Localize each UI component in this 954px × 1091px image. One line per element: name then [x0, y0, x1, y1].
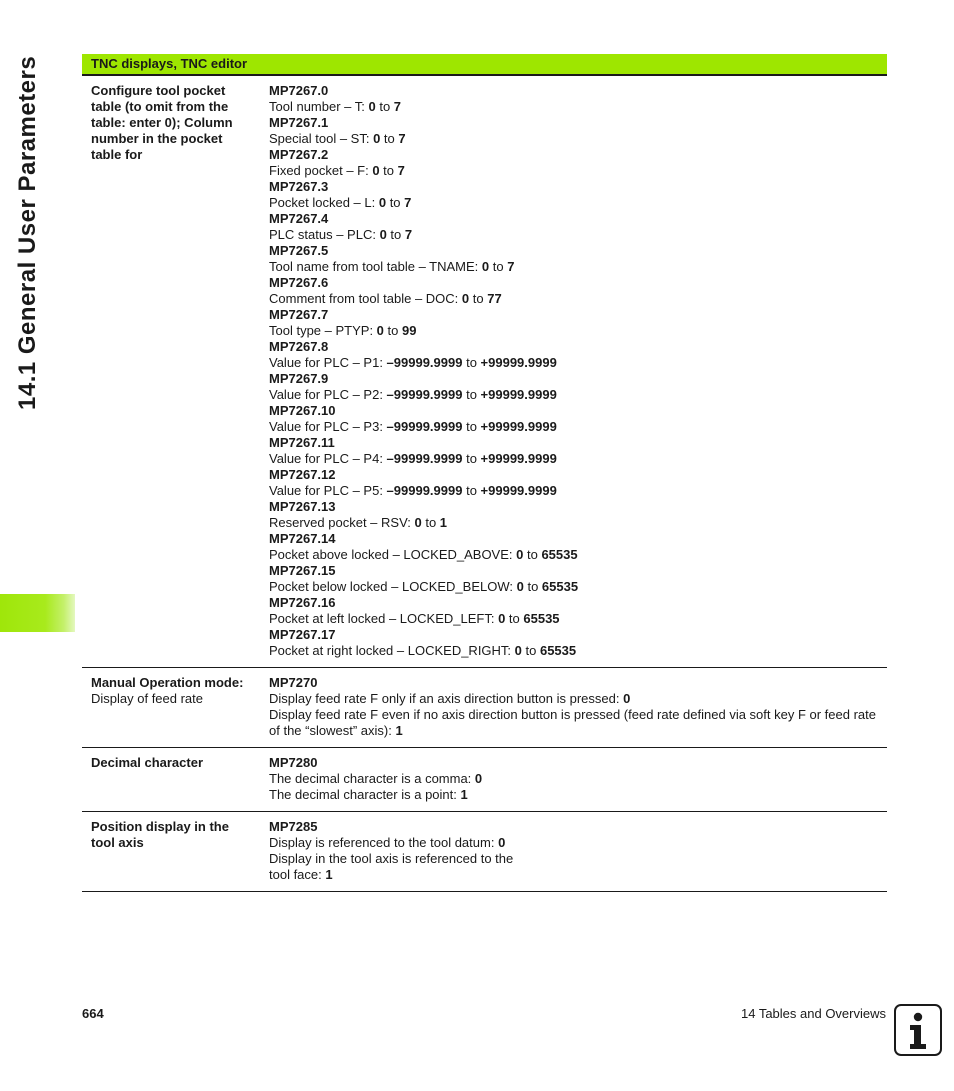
parameter-description: Tool number – T:: [269, 99, 369, 114]
machine-parameter-id: MP7267.17: [269, 627, 336, 642]
range-to-value: 1: [439, 515, 448, 530]
option-value: 0: [498, 835, 506, 850]
option-value: 0: [623, 691, 631, 706]
machine-parameter-id: MP7267.8: [269, 339, 329, 354]
machine-parameter-id: MP7267.5: [269, 243, 329, 258]
range-from-value: 0: [373, 131, 381, 146]
option-value: 1: [460, 787, 468, 802]
machine-parameter-id: MP7267.1: [269, 115, 329, 130]
range-from-value: –99999.9999: [386, 355, 463, 370]
parameter-description: PLC status – PLC:: [269, 227, 380, 242]
range-from-value: 0: [461, 291, 470, 306]
range-separator: to: [379, 163, 398, 178]
machine-parameter-id: MP7267.4: [269, 211, 329, 226]
range-from-value: –99999.9999: [386, 387, 463, 402]
range-from-value: 0: [379, 227, 387, 242]
range-to-value: 65535: [541, 579, 579, 594]
parameter-range-line: [269, 387, 881, 403]
range-to-value: 7: [393, 99, 402, 114]
parameter-description: Pocket above locked – LOCKED_ABOVE:: [269, 547, 517, 562]
machine-parameter-id: MP7267.14: [269, 531, 336, 546]
option-line: [269, 787, 881, 803]
range-from-value: 0: [516, 579, 524, 594]
range-separator: to: [462, 483, 481, 498]
range-from-value: 0: [414, 515, 422, 530]
option-text: Display feed rate F even if no axis direction button is pressed (feed rate defined via soft key F or feed rate of the “slowest” axis):: [269, 707, 876, 738]
parameter-range-line: [269, 643, 881, 659]
row-label-rest: Display of feed rate: [91, 691, 204, 706]
parameter-description: Value for PLC – P1:: [269, 355, 387, 370]
range-separator: to: [462, 355, 481, 370]
range-to-value: +99999.9999: [480, 451, 557, 466]
machine-parameter-id: MP7267.6: [269, 275, 329, 290]
parameter-range-line: [269, 547, 881, 563]
range-separator: to: [523, 547, 542, 562]
option-line: [269, 771, 881, 787]
parameter-range-line: [269, 163, 881, 179]
parameter-description: Pocket locked – L:: [269, 195, 379, 210]
range-separator: to: [521, 643, 540, 658]
range-separator: to: [421, 515, 440, 530]
range-to-value: 65535: [539, 643, 577, 658]
machine-parameter-id: MP7270: [269, 675, 318, 690]
parameter-range-line: [269, 99, 881, 115]
option-text: Display feed rate F only if an axis direction button is pressed:: [269, 691, 624, 706]
range-to-value: 7: [404, 195, 412, 210]
parameter-range-line: [269, 419, 881, 435]
info-icon[interactable]: [894, 1004, 942, 1056]
parameter-range-line: [269, 611, 881, 627]
range-from-value: 0: [514, 643, 522, 658]
chapter-footer: 14 Tables and Overviews: [740, 1006, 886, 1021]
row-body: [269, 83, 887, 659]
parameter-description: Tool name from tool table – TNAME:: [269, 259, 482, 274]
range-to-value: +99999.9999: [480, 387, 557, 402]
option-text: The decimal character is a comma:: [269, 771, 475, 786]
range-from-value: 0: [368, 99, 376, 114]
parameter-range-line: [269, 515, 881, 531]
range-to-value: 65535: [523, 611, 560, 626]
row-label: [82, 675, 269, 739]
parameter-range-line: [269, 227, 881, 243]
range-separator: to: [462, 387, 481, 402]
parameter-range-line: [269, 355, 881, 371]
parameter-description: Pocket at right locked – LOCKED_RIGHT:: [269, 643, 515, 658]
range-to-value: 99: [401, 323, 417, 338]
parameter-range-line: [269, 131, 881, 147]
machine-parameter-id: MP7267.16: [269, 595, 336, 610]
range-to-value: 7: [397, 163, 405, 178]
option-line: [269, 707, 881, 739]
parameter-range-line: [269, 451, 881, 467]
chapter-side-title-text: 14.1 General User Parameters: [14, 55, 41, 410]
row-label-bold: Manual Operation mode:: [91, 675, 244, 690]
range-separator: to: [462, 419, 481, 434]
parameter-range-line: [269, 195, 881, 211]
machine-parameter-id: MP7285: [269, 819, 318, 834]
table-row: [82, 76, 887, 668]
option-value: 1: [395, 723, 403, 738]
machine-parameter-id: MP7267.2: [269, 147, 329, 162]
range-to-value: 7: [507, 259, 515, 274]
range-to-value: 65535: [541, 547, 578, 562]
range-separator: to: [380, 131, 399, 146]
range-separator: to: [469, 291, 488, 306]
parameter-range-line: [269, 483, 881, 499]
range-to-value: 77: [487, 291, 502, 306]
chapter-side-title: [0, 0, 75, 560]
range-from-value: 0: [516, 547, 524, 562]
range-to-value: +99999.9999: [480, 483, 557, 498]
parameter-description: Pocket at left locked – LOCKED_LEFT:: [269, 611, 499, 626]
parameter-description: Fixed pocket – F:: [269, 163, 373, 178]
range-separator: to: [462, 451, 481, 466]
range-separator: to: [505, 611, 524, 626]
row-label: [82, 83, 269, 659]
row-label-bold: Decimal character: [91, 755, 204, 770]
range-from-value: –99999.9999: [386, 419, 463, 434]
parameter-description: Value for PLC – P3:: [269, 419, 387, 434]
option-text: Display is referenced to the tool datum:: [269, 835, 499, 850]
range-to-value: +99999.9999: [480, 355, 557, 370]
range-to-value: +99999.9999: [480, 419, 557, 434]
machine-parameter-id: MP7267.7: [269, 307, 329, 322]
range-separator: to: [489, 259, 508, 274]
table-row: [82, 668, 887, 748]
machine-parameter-id: MP7267.3: [269, 179, 329, 194]
parameter-description: Value for PLC – P4:: [269, 451, 387, 466]
range-separator: to: [386, 195, 405, 210]
option-line: [269, 835, 881, 851]
machine-parameter-id: MP7267.11: [269, 435, 335, 450]
page-number: 664: [82, 1006, 104, 1021]
machine-parameter-id: MP7267.15: [269, 563, 336, 578]
machine-parameter-id: MP7267.13: [269, 499, 336, 514]
range-from-value: 0: [372, 163, 380, 178]
option-line: [269, 851, 881, 883]
machine-parameter-id: MP7267.9: [269, 371, 329, 386]
table-row: [82, 812, 887, 892]
parameter-range-line: [269, 579, 881, 595]
range-from-value: 0: [481, 259, 490, 274]
row-body: [269, 819, 887, 883]
table-header: TNC displays, TNC editor: [82, 54, 887, 76]
row-label-bold: Configure tool pocket table (to omit from the table: enter 0); Column number in the pocket table for: [91, 83, 233, 162]
range-to-value: 7: [398, 131, 406, 146]
parameter-range-line: [269, 259, 881, 275]
parameter-range-line: [269, 291, 881, 307]
parameter-description: Comment from tool table – DOC:: [269, 291, 462, 306]
range-from-value: 0: [498, 611, 506, 626]
parameter-description: Tool type – PTYP:: [269, 323, 377, 338]
range-separator: to: [523, 579, 542, 594]
row-label: [82, 755, 269, 803]
parameter-description: Value for PLC – P5:: [269, 483, 387, 498]
row-label: [82, 819, 269, 883]
row-label-bold: Position display in the tool axis: [91, 819, 229, 850]
range-separator: to: [386, 227, 405, 242]
option-text: Display in the tool axis is referenced to the tool face:: [269, 851, 514, 882]
parameter-range-line: [269, 323, 881, 339]
option-line: [269, 691, 881, 707]
option-value: 0: [474, 771, 483, 786]
machine-parameter-id: MP7267.10: [269, 403, 336, 418]
range-separator: to: [383, 323, 402, 338]
table-row: [82, 748, 887, 812]
parameter-description: Value for PLC – P2:: [269, 387, 387, 402]
machine-parameter-id: MP7280: [269, 755, 318, 770]
parameter-description: Special tool – ST:: [269, 131, 374, 146]
parameter-table: [82, 54, 887, 892]
row-body: [269, 675, 887, 739]
range-from-value: –99999.9999: [386, 483, 463, 498]
range-from-value: –99999.9999: [386, 451, 463, 466]
info-icon-glyph: [896, 1006, 940, 1054]
range-from-value: 0: [376, 323, 384, 338]
machine-parameter-id: MP7267.12: [269, 467, 336, 482]
range-from-value: 0: [378, 195, 387, 210]
machine-parameter-id: MP7267.0: [269, 83, 329, 98]
option-text: The decimal character is a point:: [269, 787, 461, 802]
option-value: 1: [325, 867, 333, 882]
row-body: [269, 755, 887, 803]
parameter-description: Pocket below locked – LOCKED_BELOW:: [269, 579, 517, 594]
range-separator: to: [375, 99, 394, 114]
range-to-value: 7: [404, 227, 413, 242]
parameter-description: Reserved pocket – RSV:: [269, 515, 415, 530]
chapter-tab-marker: [0, 594, 75, 632]
